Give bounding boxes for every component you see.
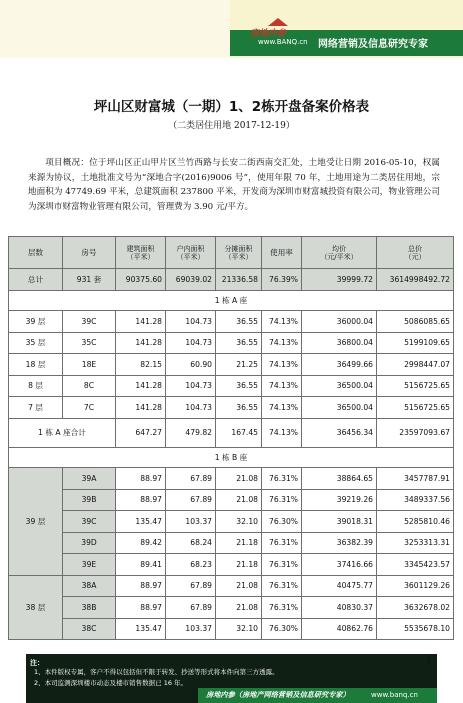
table-cell: 60.90 bbox=[166, 354, 216, 376]
table-cell: 36800.04 bbox=[302, 332, 377, 354]
table-cell: 7C bbox=[63, 397, 116, 419]
table-cell: 74.13% bbox=[262, 332, 302, 354]
table-cell: 90375.60 bbox=[116, 269, 166, 291]
table-cell: 21.08 bbox=[216, 489, 262, 511]
table-cell: 21.25 bbox=[216, 354, 262, 376]
table-cell: 36382.39 bbox=[302, 532, 377, 554]
table-cell: 88.97 bbox=[116, 575, 166, 597]
footer-url: www.banq.cn bbox=[371, 691, 418, 699]
notes-label: 注： bbox=[30, 659, 44, 667]
table-cell: 38C bbox=[63, 618, 116, 640]
table-header-row bbox=[9, 237, 454, 269]
table-cell: 32.10 bbox=[216, 618, 262, 640]
table-cell: 8C bbox=[63, 375, 116, 397]
table-cell: 76.31% bbox=[262, 575, 302, 597]
table-cell: 18 层 bbox=[9, 354, 63, 376]
table-cell: 74.13% bbox=[262, 418, 302, 447]
total-row bbox=[9, 269, 454, 291]
table-cell: 36500.04 bbox=[302, 375, 377, 397]
col-total: 总价 （元） bbox=[377, 237, 454, 269]
table-row bbox=[9, 375, 454, 397]
table-cell: 38B bbox=[63, 597, 116, 619]
table-cell: 36500.04 bbox=[302, 397, 377, 419]
table-cell: 74.13% bbox=[262, 397, 302, 419]
table-cell: 104.73 bbox=[166, 311, 216, 333]
table-cell: 76.31% bbox=[262, 554, 302, 576]
header-url: www.BANQ.cn bbox=[258, 38, 308, 46]
table-cell: 74.13% bbox=[262, 354, 302, 376]
table-row bbox=[9, 554, 454, 576]
table-cell: 76.31% bbox=[262, 489, 302, 511]
section-label: 1 栋 B 座 bbox=[9, 447, 454, 468]
table-cell: 21336.58 bbox=[216, 269, 262, 291]
table-cell: 39C bbox=[63, 511, 116, 533]
table-cell: 40830.37 bbox=[302, 597, 377, 619]
project-overview: 项目概况：位于坪山区正山甲片区兰竹西路与长安二街西南交汇处，土地受让日期 2016-05-10，权属来源为协议，土地批准文号为“深地合字(2016)9006 号”，使用年限 70 年，土地用途为二类居住用地，宗地面积为 47749.69 平米，总建筑面积 237800 平米，开发商为深圳市财富城投资有限公司，物业管理公司为深圳市财富物业管理有限公司，管理费为 3.90 元/平方。 bbox=[28, 158, 440, 212]
table-cell: 8 层 bbox=[9, 375, 63, 397]
section-row-b bbox=[9, 447, 454, 468]
table-cell: 479.82 bbox=[166, 418, 216, 447]
table-cell: 74.13% bbox=[262, 311, 302, 333]
table-cell: 36456.34 bbox=[302, 418, 377, 447]
footer-notes bbox=[26, 654, 437, 703]
table-cell: 38A bbox=[63, 575, 116, 597]
table-cell: 40475.77 bbox=[302, 575, 377, 597]
table-cell: 3457787.91 bbox=[377, 468, 454, 490]
table-cell: 3345423.57 bbox=[377, 554, 454, 576]
table-cell: 37416.66 bbox=[302, 554, 377, 576]
table-cell: 141.28 bbox=[116, 375, 166, 397]
table-cell: 141.28 bbox=[116, 311, 166, 333]
price-table bbox=[8, 236, 454, 640]
floor-cell: 39 层 bbox=[9, 468, 63, 576]
table-cell: 36.55 bbox=[216, 397, 262, 419]
table-cell: 69039.02 bbox=[166, 269, 216, 291]
table-cell: 5285810.46 bbox=[377, 511, 454, 533]
table-cell: 67.89 bbox=[166, 575, 216, 597]
document-subtitle: （二类居住用地 2017-12-19） bbox=[168, 121, 295, 131]
table-cell: 36499.66 bbox=[302, 354, 377, 376]
header-left-panel bbox=[0, 0, 230, 58]
note-1: 1、本件版权专属，客户不得以包括但不限于转发、抄送等形式将本件向第三方透露。 bbox=[34, 668, 279, 676]
table-cell: 103.37 bbox=[166, 511, 216, 533]
table-row bbox=[9, 397, 454, 419]
subtotal-row-a bbox=[9, 418, 454, 447]
table-cell: 36.55 bbox=[216, 332, 262, 354]
table-cell: 76.30% bbox=[262, 618, 302, 640]
table-cell: 39B bbox=[63, 489, 116, 511]
footer-brand: 房地内参（房地产网络营销及信息研究专家） bbox=[206, 690, 350, 699]
table-cell: 32.10 bbox=[216, 511, 262, 533]
table-cell: 135.47 bbox=[116, 511, 166, 533]
table-cell: 5156725.65 bbox=[377, 375, 454, 397]
table-cell: 39D bbox=[63, 532, 116, 554]
table-cell: 76.39% bbox=[262, 269, 302, 291]
header-banner bbox=[0, 0, 463, 58]
table-cell: 3632678.02 bbox=[377, 597, 454, 619]
table-cell: 39 层 bbox=[9, 311, 63, 333]
table-cell: 40862.76 bbox=[302, 618, 377, 640]
table-cell: 5535678.10 bbox=[377, 618, 454, 640]
table-cell: 3253313.31 bbox=[377, 532, 454, 554]
table-row bbox=[9, 332, 454, 354]
col-build-area: 建筑面积 （平米） bbox=[116, 237, 166, 269]
table-cell: 76.31% bbox=[262, 468, 302, 490]
table-cell: 3614998492.72 bbox=[377, 269, 454, 291]
table-cell: 35C bbox=[63, 332, 116, 354]
table-cell: 68.23 bbox=[166, 554, 216, 576]
table-cell: 38864.65 bbox=[302, 468, 377, 490]
table-cell: 76.30% bbox=[262, 511, 302, 533]
table-row bbox=[9, 532, 454, 554]
col-share-area: 分摊面积 （平米） bbox=[216, 237, 262, 269]
table-row bbox=[9, 575, 454, 597]
table-cell: 5199109.65 bbox=[377, 332, 454, 354]
col-avg-price: 均价 （元/平米） bbox=[302, 237, 377, 269]
table-cell: 7 层 bbox=[9, 397, 63, 419]
table-cell: 35 层 bbox=[9, 332, 63, 354]
table-cell: 104.73 bbox=[166, 375, 216, 397]
table-cell: 23597093.67 bbox=[377, 418, 454, 447]
table-cell: 76.31% bbox=[262, 597, 302, 619]
header-title: 网络营销及信息研究专家 bbox=[318, 39, 428, 50]
table-cell: 88.97 bbox=[116, 597, 166, 619]
table-cell: 21.18 bbox=[216, 554, 262, 576]
table-cell: 3489337.56 bbox=[377, 489, 454, 511]
table-cell: 3601129.26 bbox=[377, 575, 454, 597]
table-cell: 39999.72 bbox=[302, 269, 377, 291]
table-cell: 39E bbox=[63, 554, 116, 576]
table-cell: 647.27 bbox=[116, 418, 166, 447]
table-cell: 1 栋 A 座合计 bbox=[9, 418, 116, 447]
table-cell: 5086085.65 bbox=[377, 311, 454, 333]
table-cell: 89.42 bbox=[116, 532, 166, 554]
table-cell: 39C bbox=[63, 311, 116, 333]
table-cell: 67.89 bbox=[166, 597, 216, 619]
col-room: 房号 bbox=[63, 237, 116, 269]
table-cell: 135.47 bbox=[116, 618, 166, 640]
col-floor: 层数 bbox=[9, 237, 63, 269]
table-cell: 167.45 bbox=[216, 418, 262, 447]
table-cell: 21.08 bbox=[216, 597, 262, 619]
table-cell: 39219.26 bbox=[302, 489, 377, 511]
document-title: 坪山区财富城（一期）1、2栋开盘备案价格表 bbox=[93, 99, 370, 115]
table-cell: 36000.04 bbox=[302, 311, 377, 333]
table-cell: 39A bbox=[63, 468, 116, 490]
table-cell: 82.15 bbox=[116, 354, 166, 376]
table-cell: 36.55 bbox=[216, 311, 262, 333]
table-cell: 104.73 bbox=[166, 332, 216, 354]
col-inner-area: 户内面积 （平米） bbox=[166, 237, 216, 269]
section-row-a bbox=[9, 290, 454, 311]
logo-text: 房地内参 bbox=[250, 29, 287, 39]
table-cell: 89.41 bbox=[116, 554, 166, 576]
table-cell: 74.13% bbox=[262, 375, 302, 397]
table-row bbox=[9, 489, 454, 511]
table-cell: 18E bbox=[63, 354, 116, 376]
table-cell: 141.28 bbox=[116, 332, 166, 354]
table-row bbox=[9, 354, 454, 376]
table-cell: 67.89 bbox=[166, 489, 216, 511]
floor-cell: 38 层 bbox=[9, 575, 63, 640]
table-cell: 68.24 bbox=[166, 532, 216, 554]
table-cell: 2998447.07 bbox=[377, 354, 454, 376]
table-cell: 931 套 bbox=[63, 269, 116, 291]
table-cell: 76.31% bbox=[262, 532, 302, 554]
table-row bbox=[9, 311, 454, 333]
table-row bbox=[9, 511, 454, 533]
table-cell: 104.73 bbox=[166, 397, 216, 419]
table-cell: 21.08 bbox=[216, 575, 262, 597]
table-cell: 36.55 bbox=[216, 375, 262, 397]
table-cell: 39018.31 bbox=[302, 511, 377, 533]
table-cell: 21.08 bbox=[216, 468, 262, 490]
table-row bbox=[9, 597, 454, 619]
page-number: 1 bbox=[426, 656, 432, 666]
table-cell: 21.18 bbox=[216, 532, 262, 554]
note-2: 2、本司监测深圳楼市动态及楼市销售数据已 16 年。 bbox=[34, 679, 188, 687]
table-cell: 总计 bbox=[9, 269, 63, 291]
table-cell: 88.97 bbox=[116, 468, 166, 490]
section-label: 1 栋 A 座 bbox=[9, 290, 454, 311]
table-cell: 5156725.65 bbox=[377, 397, 454, 419]
col-usage: 使用率 bbox=[262, 237, 302, 269]
table-row bbox=[9, 618, 454, 640]
table-cell: 67.89 bbox=[166, 468, 216, 490]
table-row bbox=[9, 468, 454, 490]
table-cell: 88.97 bbox=[116, 489, 166, 511]
table-cell: 103.37 bbox=[166, 618, 216, 640]
table-cell: 141.28 bbox=[116, 397, 166, 419]
roof-icon bbox=[268, 18, 288, 26]
